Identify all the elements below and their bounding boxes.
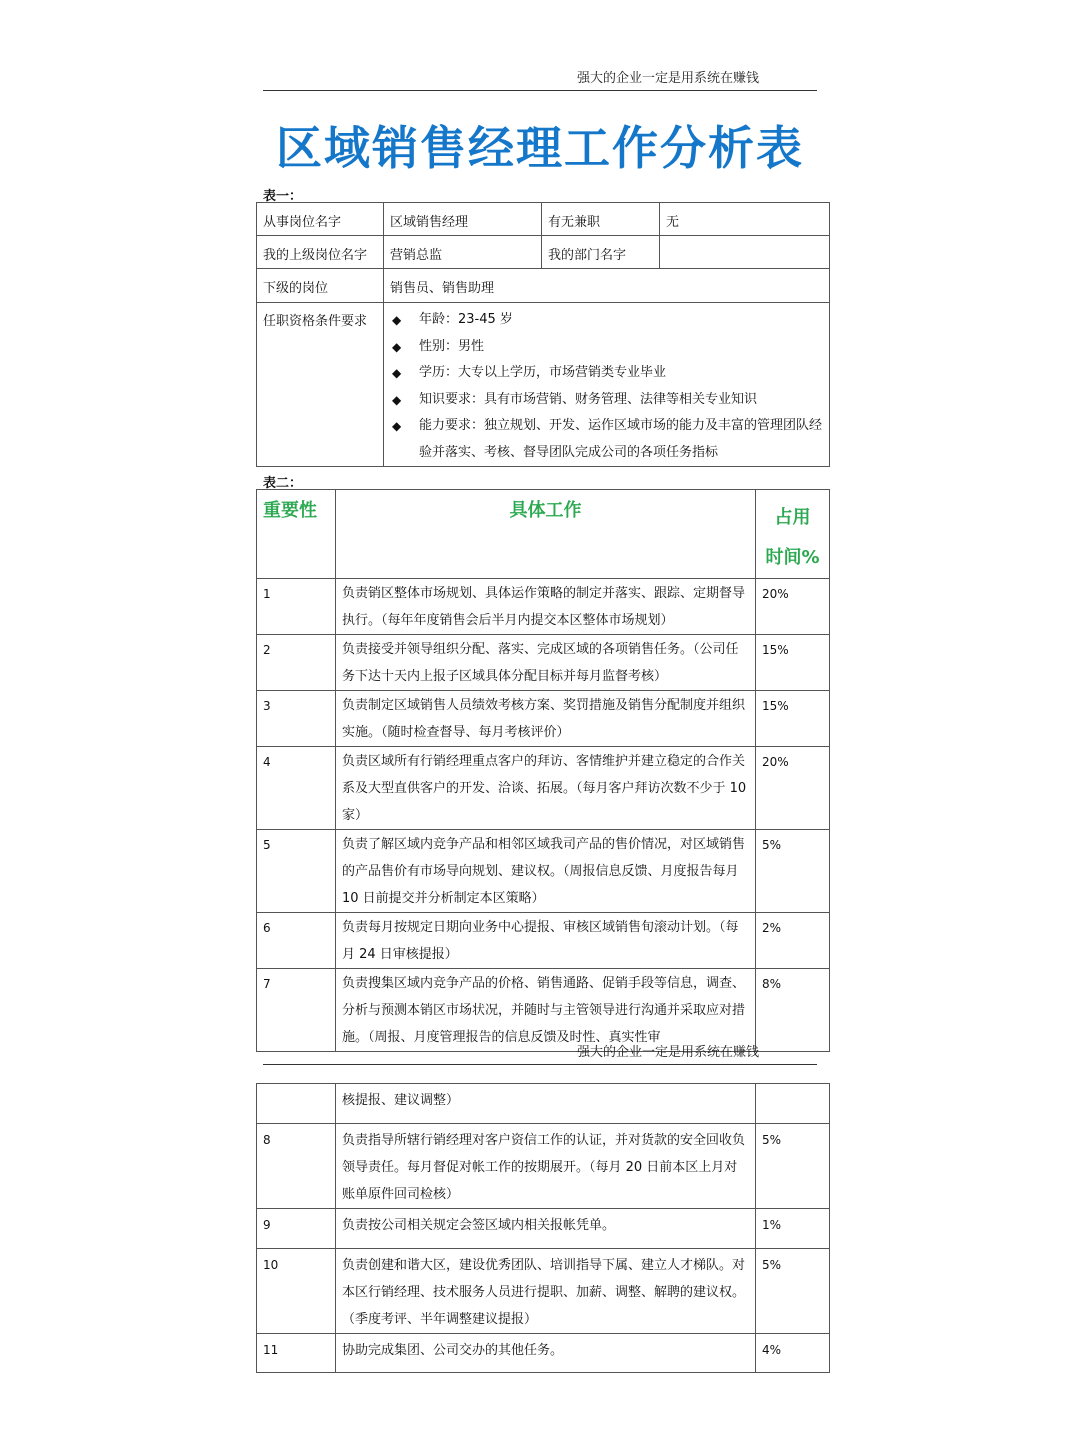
job-info-table <box>256 202 830 467</box>
table-row <box>257 203 830 236</box>
page-header <box>263 62 817 91</box>
table1-caption: 表一： <box>263 189 303 204</box>
table-row <box>257 747 830 830</box>
qualification-label: 任职资格条件要求 <box>257 303 384 467</box>
row-percent: 5% <box>756 1249 830 1334</box>
table-cell: 无 <box>660 203 830 236</box>
table-cell: 我的部门名字 <box>542 236 660 269</box>
row-number: 6 <box>257 913 336 969</box>
row-percent: 8% <box>756 969 830 1052</box>
table-row <box>257 579 830 635</box>
table-row <box>257 691 830 747</box>
row-work: 负责接受并领导组织分配、落实、完成区域的各项销售任务。（公司任务下达十天内上报子区域具体分配目标并每月监督考核） <box>336 635 756 691</box>
row-percent: 20% <box>756 579 830 635</box>
table-cell: 我的上级岗位名字 <box>257 236 384 269</box>
header-time-line1: 占用 <box>774 507 811 528</box>
table-header-row <box>257 490 830 579</box>
row-number: 2 <box>257 635 336 691</box>
list-item: ◆ 性别：男性 <box>390 334 823 361</box>
table-cell <box>660 236 830 269</box>
table-row <box>257 1084 830 1124</box>
table-row <box>257 269 830 303</box>
row-number: 1 <box>257 579 336 635</box>
row-percent: 5% <box>756 830 830 913</box>
row-number: 11 <box>257 1334 336 1373</box>
table-cell: 有无兼职 <box>542 203 660 236</box>
page-header <box>263 1036 817 1065</box>
work-table-continued <box>256 1083 830 1373</box>
table-row <box>257 913 830 969</box>
row-work: 负责区域所有行销经理重点客户的拜访、客情维护并建立稳定的合作关系及大型直供客户的开发、洽谈、拓展。（每月客户拜访次数不少于 10 家） <box>336 747 756 830</box>
header-work: 具体工作 <box>336 490 756 579</box>
list-item: ◆ 年龄：23-45 岁 <box>390 307 823 334</box>
table-cell: 区域销售经理 <box>384 203 542 236</box>
header-slogan: 强大的企业一定是用系统在赚钱 <box>576 71 759 86</box>
row-number: 5 <box>257 830 336 913</box>
qualification-list <box>390 307 823 466</box>
row-number <box>257 1084 336 1124</box>
row-work: 协助完成集团、公司交办的其他任务。 <box>336 1334 756 1373</box>
header-slogan: 强大的企业一定是用系统在赚钱 <box>576 1045 759 1060</box>
row-percent: 15% <box>756 691 830 747</box>
table-row <box>257 236 830 269</box>
table-row <box>257 830 830 913</box>
row-work: 核提报、建议调整） <box>336 1084 756 1124</box>
row-number: 9 <box>257 1209 336 1249</box>
row-work: 负责搜集区域内竞争产品的价格、销售通路、促销手段等信息，调查、分析与预测本销区市场状况，并随时与主管领导进行沟通并采取应对措施。（周报、月度管理报告的信息反馈及时性、真实性审 <box>336 969 756 1052</box>
table-cell: 下级的岗位 <box>257 269 384 303</box>
header-time <box>756 490 830 579</box>
row-percent: 4% <box>756 1334 830 1373</box>
row-work: 负责按公司相关规定会签区域内相关报帐凭单。 <box>336 1209 756 1249</box>
table-row <box>257 1124 830 1209</box>
row-number: 8 <box>257 1124 336 1209</box>
qualification-cell <box>384 303 830 467</box>
row-work: 负责创建和谐大区，建设优秀团队、培训指导下属、建立人才梯队。对本区行销经理、技术服务人员进行提职、加薪、调整、解聘的建议权。（季度考评、半年调整建议提报） <box>336 1249 756 1334</box>
table-cell: 营销总监 <box>384 236 542 269</box>
row-number: 7 <box>257 969 336 1052</box>
list-item: ◆ 能力要求：独立规划、开发、运作区域市场的能力及丰富的管理团队经验并落实、考核、督导团队完成公司的各项任务指标 <box>390 413 823 466</box>
row-number: 10 <box>257 1249 336 1334</box>
table-row <box>257 303 830 467</box>
header-time-line2: 时间% <box>765 547 820 568</box>
table-row <box>257 1334 830 1373</box>
row-percent: 20% <box>756 747 830 830</box>
row-percent: 15% <box>756 635 830 691</box>
table-cell: 从事岗位名字 <box>257 203 384 236</box>
header-importance: 重要性 <box>257 490 336 579</box>
row-percent: 5% <box>756 1124 830 1209</box>
table-row <box>257 1249 830 1334</box>
row-percent: 1% <box>756 1209 830 1249</box>
table-row <box>257 1209 830 1249</box>
table-row <box>257 635 830 691</box>
row-number: 4 <box>257 747 336 830</box>
list-item: ◆ 学历：大专以上学历，市场营销类专业毕业 <box>390 360 823 387</box>
work-table <box>256 489 830 1052</box>
row-work: 负责每月按规定日期向业务中心提报、审核区域销售旬滚动计划。（每月 24 日审核提报） <box>336 913 756 969</box>
row-work: 负责制定区域销售人员绩效考核方案、奖罚措施及销售分配制度并组织实施。（随时检查督导、每月考核评价） <box>336 691 756 747</box>
row-work: 负责销区整体市场规划、具体运作策略的制定并落实、跟踪、定期督导执行。（每年年度销售会后半月内提交本区整体市场规划） <box>336 579 756 635</box>
row-percent: 2% <box>756 913 830 969</box>
table2-caption: 表二： <box>263 476 303 491</box>
list-item: ◆ 知识要求：具有市场营销、财务管理、法律等相关专业知识 <box>390 387 823 414</box>
row-number: 3 <box>257 691 336 747</box>
row-percent <box>756 1084 830 1124</box>
row-work: 负责指导所辖行销经理对客户资信工作的认证，并对货款的安全回收负领导责任。每月督促对帐工作的按期展开。（每月 20 日前本区上月对账单原件回司检核） <box>336 1124 756 1209</box>
table-cell: 销售员、销售助理 <box>384 269 830 303</box>
row-work: 负责了解区域内竞争产品和相邻区域我司产品的售价情况，对区域销售的产品售价有市场导向规划、建议权。（周报信息反馈、月度报告每月 10 日前提交并分析制定本区策略） <box>336 830 756 913</box>
document-title: 区域销售经理工作分析表 <box>276 121 804 175</box>
